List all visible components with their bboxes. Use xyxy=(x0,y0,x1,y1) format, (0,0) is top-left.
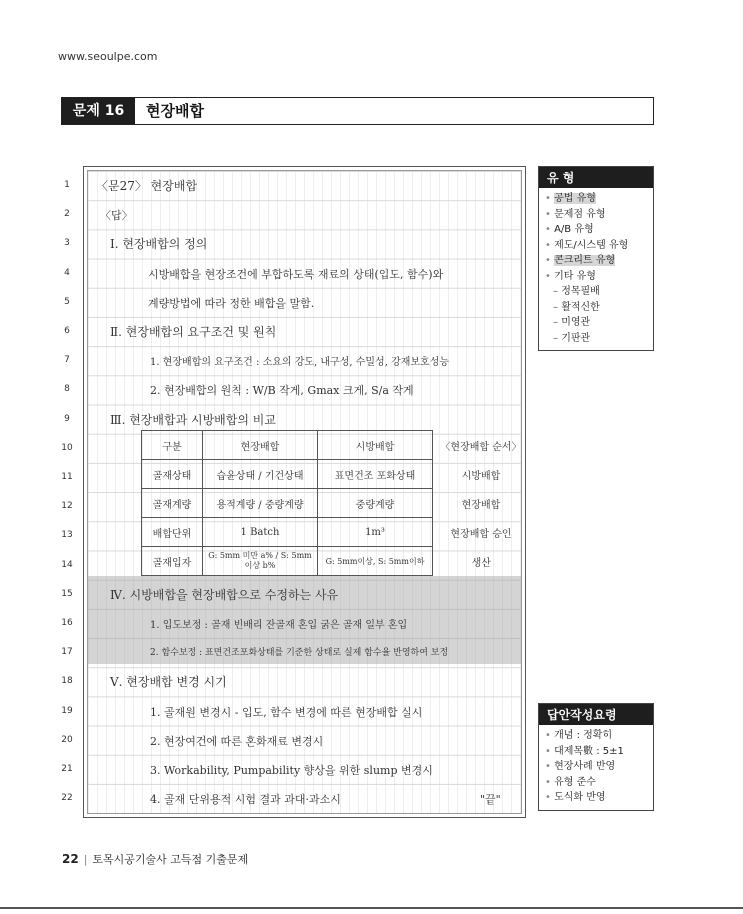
list-item: • A/B 유형 xyxy=(545,222,649,238)
table-header: 구분 xyxy=(142,431,203,460)
line-number: 10 xyxy=(61,443,73,453)
list-item: • 제도/시스템 유형 xyxy=(545,238,649,254)
table-header-row xyxy=(142,431,530,460)
answer-line: 3. Workability, Pumpability 향상을 위한 slump 변경시 xyxy=(150,764,433,777)
list-item: • 문제점 유형 xyxy=(545,207,649,223)
line-number: 3 xyxy=(64,238,70,248)
table-cell: 골재계량 xyxy=(142,489,203,518)
answer-line: 계량방법에 따라 정한 배합을 말함. xyxy=(148,297,315,310)
problem-title: 현장배합 xyxy=(146,102,204,120)
line-number: 5 xyxy=(64,297,70,307)
line-number: 22 xyxy=(61,793,73,803)
line-number: 14 xyxy=(61,560,73,570)
table-cell: 1 Batch xyxy=(203,518,318,547)
page-number: 22 xyxy=(62,852,79,866)
section-3-heading: Ⅲ. 현장배합과 시방배합의 비교 xyxy=(110,413,276,427)
table-row xyxy=(142,489,530,518)
list-sub-item: – 미영관 xyxy=(545,315,649,331)
answer-line: 2. 현장여건에 따른 혼화재료 변경시 xyxy=(150,735,324,748)
line-number: 6 xyxy=(64,326,70,336)
line-number: 21 xyxy=(61,764,73,774)
table-cell: 골재입자 xyxy=(142,547,203,576)
table-cell: 표면건조 포화상태 xyxy=(318,460,433,489)
table-cell: 골재상태 xyxy=(142,460,203,489)
line-number: 12 xyxy=(61,501,73,511)
table-cell: G: 5mm 미만 a% / S: 5mm 이상 b% xyxy=(203,547,318,576)
line-number: 7 xyxy=(64,355,70,365)
guide-sidebar-title: 답안작성요령 xyxy=(539,704,653,725)
section-4-heading: Ⅳ. 시방배합을 현장배합으로 수정하는 사유 xyxy=(110,588,339,602)
line-number: 11 xyxy=(61,472,73,482)
section-1-heading: Ⅰ. 현장배합의 정의 xyxy=(110,237,208,251)
table-cell: 용적계량 / 중량계량 xyxy=(203,489,318,518)
section-2-heading: Ⅱ. 현장배합의 요구조건 및 원칙 xyxy=(110,325,277,339)
line-number: 19 xyxy=(61,706,73,716)
list-item: • 콘크리트 유형 xyxy=(545,253,649,269)
answer-heading: 〈문27〉 현장배합 xyxy=(96,179,198,193)
table-cell: G: 5mm이상, S: 5mm이하 xyxy=(318,547,433,576)
table-row xyxy=(142,460,530,489)
sequence-step: 현장배합 xyxy=(461,499,501,511)
table-header: 현장배합 xyxy=(203,431,318,460)
list-item: • 개념 : 정확히 xyxy=(545,728,649,744)
list-item: • 대제목數 : 5±1 xyxy=(545,744,649,760)
table-cell: 배합단위 xyxy=(142,518,203,547)
sequence-step: 시방배합 xyxy=(461,470,501,482)
table-row xyxy=(142,518,530,547)
table-cell: 중량계량 xyxy=(318,489,433,518)
list-item: • 도식화 반영 xyxy=(545,790,649,806)
line-number: 8 xyxy=(64,384,70,394)
table-header: 시방배합 xyxy=(318,431,433,460)
guide-sidebar xyxy=(538,703,654,811)
line-number: 9 xyxy=(64,414,70,424)
site-url: www.seoulpe.com xyxy=(58,50,158,63)
list-sub-item: – 활적신한 xyxy=(545,300,649,316)
problem-title-bar xyxy=(61,97,654,125)
answer-line: 시방배합을 현장조건에 부합하도록 재료의 상태(입도, 함수)와 xyxy=(148,268,444,281)
list-item: • 공법 유형 xyxy=(545,191,649,207)
page-bottom-rule xyxy=(0,907,743,909)
problem-number: 문제 16 xyxy=(62,98,135,124)
list-sub-item: – 기판관 xyxy=(545,331,649,347)
book-title: 토목시공기술사 고득점 기출문제 xyxy=(92,853,249,866)
table-header: 〈현장배합 순서〉 xyxy=(440,441,522,453)
sequence-step: 생산 xyxy=(471,557,491,569)
answer-label: 〈답〉 xyxy=(100,209,133,222)
answer-line: 1. 입도보정 : 골재 빈배리 잔골재 혼입 굵은 골재 일부 혼입 xyxy=(150,620,408,631)
answer-line: 2. 현장배합의 원칙 : W/B 작게, Gmax 크게, S/a 작게 xyxy=(150,384,414,397)
list-item: • 유형 준수 xyxy=(545,775,649,791)
type-sidebar xyxy=(538,166,654,351)
sequence-step: 현장배합 승인 xyxy=(450,528,512,540)
line-number: 16 xyxy=(61,618,73,628)
line-number: 18 xyxy=(61,676,73,686)
line-number: 1 xyxy=(64,180,70,190)
list-sub-item: – 정목필배 xyxy=(545,284,649,300)
list-item: • 현장사례 반영 xyxy=(545,759,649,775)
type-list xyxy=(539,188,653,350)
line-number: 17 xyxy=(61,647,73,657)
end-mark: "끝" xyxy=(480,793,501,806)
line-number: 4 xyxy=(64,268,70,278)
answer-line: 1. 골재원 변경시 - 입도, 함수 변경에 따른 현장배합 실시 xyxy=(150,706,423,719)
line-number: 2 xyxy=(64,209,70,219)
answer-line: 4. 골재 단위용적 시험 결과 과대·과소시 xyxy=(150,793,341,806)
line-number: 15 xyxy=(61,589,73,599)
line-number: 20 xyxy=(61,735,73,745)
answer-line: 1. 현장배합의 요구조건 : 소요의 강도, 내구성, 수밀성, 강재보호성능 xyxy=(150,357,450,368)
guide-list xyxy=(539,725,653,810)
table-row xyxy=(142,547,530,576)
table-cell: 1m³ xyxy=(318,518,433,547)
section-5-heading: Ⅴ. 현장배합 변경 시기 xyxy=(110,675,227,689)
comparison-table xyxy=(141,430,530,576)
page-footer: 22 | 토목시공기술사 고득점 기출문제 xyxy=(62,852,249,866)
table-cell: 습윤상태 / 기건상태 xyxy=(203,460,318,489)
answer-line: 2. 함수보정 : 표면건조포화상태를 기준한 상태로 실제 함수율 반영하여 보정 xyxy=(150,648,449,658)
type-sidebar-title: 유 형 xyxy=(539,167,653,188)
line-number: 13 xyxy=(61,530,73,540)
list-item: • 기타 유형 xyxy=(545,269,649,285)
